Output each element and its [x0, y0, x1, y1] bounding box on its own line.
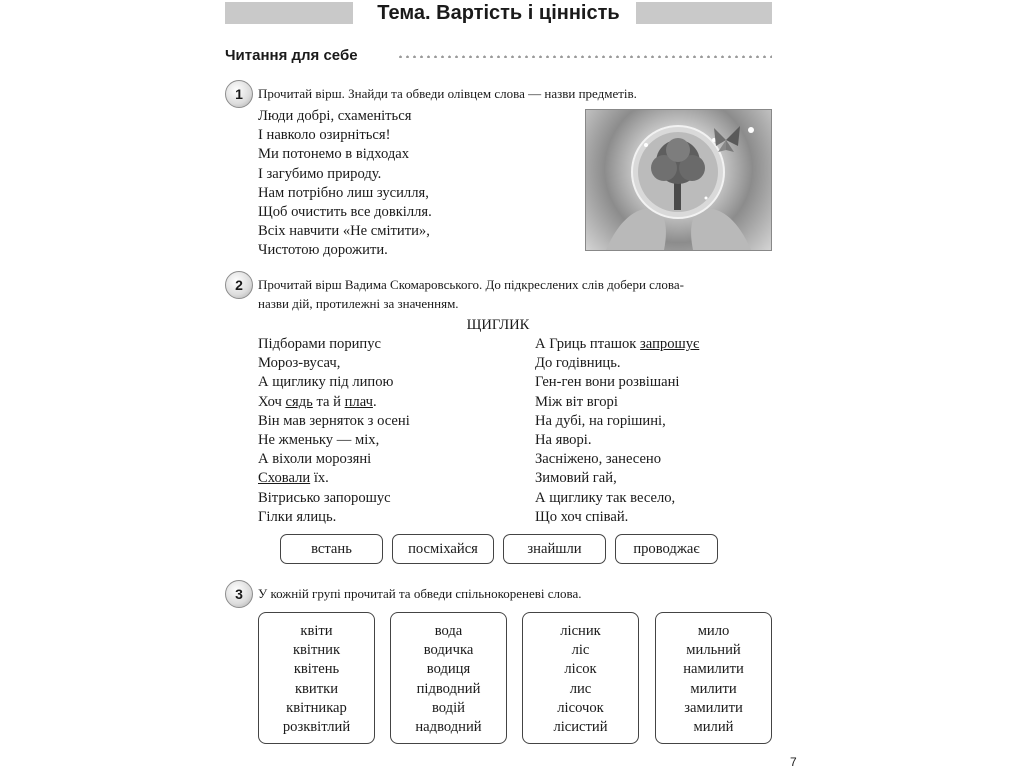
poem-line: На дубі, на горішині, — [535, 412, 666, 429]
word-group-box — [390, 612, 507, 744]
dotted-rule — [397, 55, 772, 58]
poem-text: Хоч — [258, 393, 286, 410]
poem-line: Зимовий гай, — [535, 470, 617, 487]
word-group-box — [522, 612, 639, 744]
task3-instruction: У кожній групі прочитай та обведи спільнокореневі слова. — [258, 586, 582, 601]
poem-line: Підборами порипус — [258, 336, 382, 352]
poem-title: ЩИГЛИК — [466, 317, 530, 333]
task2-instruction — [258, 275, 684, 313]
group-word: водичка — [423, 642, 474, 659]
group-word: квітник — [292, 642, 341, 659]
group-word: ліс — [571, 642, 590, 659]
page-title: Тема. Вартість і цінність — [369, 2, 627, 24]
poem-line: Всіх навчити «Не смітити», — [258, 223, 430, 240]
word-box: знайшли — [503, 534, 606, 564]
poem-line: Вітрисько запорошус — [258, 489, 391, 506]
poem-line: Він мав зерняток з осені — [258, 412, 410, 429]
section-heading — [225, 46, 772, 66]
group-word: вода — [434, 623, 463, 639]
poem-line: Мороз-вусач, — [258, 355, 341, 372]
group-word: лісочок — [557, 699, 604, 716]
group-word: лис — [569, 680, 592, 697]
poem-line: Засніжено, занесено — [535, 451, 662, 468]
task1-poem — [258, 107, 432, 261]
group-word: квітникар — [286, 699, 347, 716]
poem-line — [258, 393, 410, 412]
section-title: Читання для себе — [225, 46, 368, 66]
word-group-box — [655, 612, 772, 744]
group-word: мило — [697, 623, 730, 639]
page-number: 7 — [790, 755, 797, 769]
underlined-word: сядь — [285, 393, 313, 410]
poem-line: А щиглику так весело, — [535, 489, 676, 506]
word-group-box — [258, 612, 375, 744]
poem-line: До годівниць. — [535, 355, 621, 372]
instruction-line: назви дій, протилежні за значенням. — [258, 296, 459, 311]
poem-line: А віхоли морозяні — [258, 451, 372, 468]
group-word: милити — [690, 680, 737, 697]
group-word: замилити — [684, 699, 743, 716]
task2-poem-left — [258, 335, 410, 527]
group-word: розквітлий — [282, 719, 351, 736]
word-box: посміхайся — [392, 534, 494, 564]
poem-line: Не жменьку — міх, — [258, 432, 380, 449]
poem-line: І навколо озирніться! — [258, 127, 391, 144]
poem-line: Ми потонемо в відходах — [258, 146, 410, 163]
earth-hands-illustration — [585, 109, 772, 251]
poem-line — [258, 469, 410, 488]
task-number-3: 3 — [225, 580, 253, 608]
poem-text: їх. — [310, 470, 329, 487]
page-header — [225, 0, 772, 26]
poem-line: А щиглику під липою — [258, 374, 394, 391]
group-word: лісистий — [553, 719, 608, 736]
poem-line: І загубимо природу. — [258, 165, 382, 182]
group-word: підводний — [416, 680, 481, 697]
poem-line: Між віт вгорі — [535, 393, 618, 410]
poem-line: Чистотою дорожити. — [258, 242, 388, 259]
poem-line: Нам потрібно лиш зусилля, — [258, 184, 429, 201]
task-number-1: 1 — [225, 80, 253, 108]
group-word: водій — [432, 699, 465, 716]
poem-line: Гілки ялиць. — [258, 508, 337, 525]
group-word: квіти — [300, 623, 333, 639]
underlined-word: запрошує — [640, 336, 700, 352]
task-number-2: 2 — [225, 271, 253, 299]
instruction-line: Прочитай вірш Вадима Скомаровського. До підкреслених слів добери слова- — [258, 277, 684, 292]
poem-line: Що хоч співай. — [535, 508, 629, 525]
underlined-word: Сховали — [258, 470, 311, 487]
group-word: водиця — [426, 661, 471, 678]
task1-instruction: Прочитай вірш. Знайди та обведи олівцем слова — назви предметів. — [258, 86, 637, 101]
word-box: встань — [280, 534, 383, 564]
group-word: мильний — [686, 642, 741, 659]
poem-line: Люди добрі, схаменіться — [258, 108, 412, 124]
poem-text: та й — [312, 393, 345, 410]
group-word: надводний — [415, 719, 482, 736]
poem-line: На яворі. — [535, 432, 592, 449]
group-word: квитки — [294, 680, 339, 697]
poem-text: А Гриць пташок — [535, 336, 641, 352]
group-word: лісок — [564, 661, 597, 678]
word-box: проводжає — [615, 534, 718, 564]
task2-poem-right — [535, 335, 699, 527]
poem-line — [535, 335, 699, 354]
underlined-word: плач — [344, 393, 373, 410]
poem-line: Ген-ген вони розвішані — [535, 374, 680, 391]
group-word: намилити — [683, 661, 744, 678]
group-word: квітень — [293, 661, 340, 678]
group-word: милий — [693, 719, 734, 736]
group-word: лісник — [560, 623, 601, 639]
poem-text: . — [372, 393, 377, 410]
poem-line: Щоб очистить все довкілля. — [258, 204, 432, 221]
